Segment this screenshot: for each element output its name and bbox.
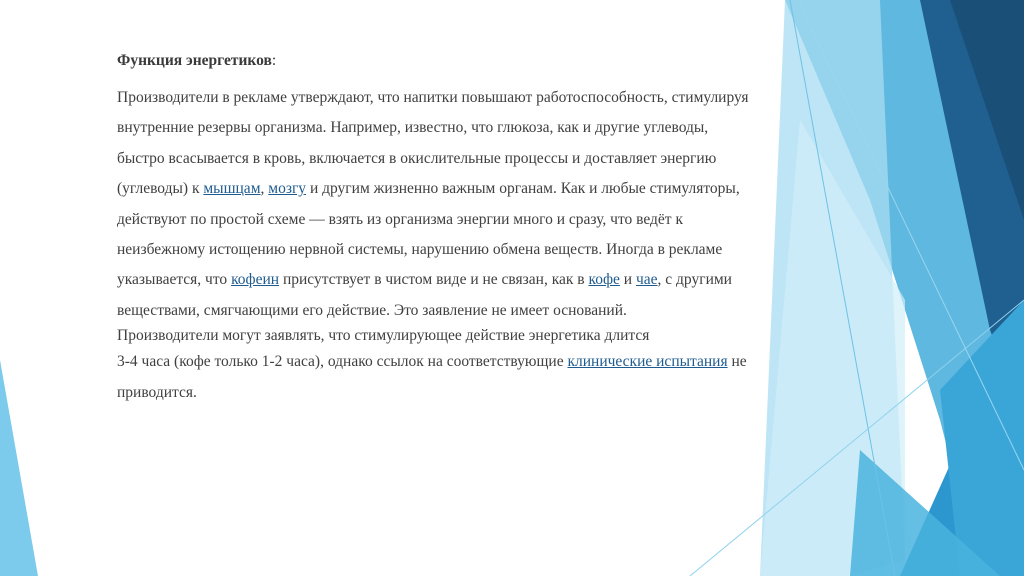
p1-text-2: , bbox=[260, 180, 269, 198]
p1-text-5: и bbox=[619, 271, 636, 289]
p2-text: Производители могут заявлять, что стимулирующее действие энергетика длится bbox=[117, 327, 650, 345]
left-accent-triangle bbox=[0, 360, 38, 576]
p1-text-3: и другим жизненно важным органам. Как и любые стимуляторы, действуют по простой схеме — взять из организма энергии много и сразу, что ведёт к неизбежному истощению нервной системы, нарушению обмена веществ. Иногда в рекламе указывается, что bbox=[117, 180, 740, 289]
slide-content bbox=[117, 48, 757, 408]
p1-text-1: Производители в рекламе утверждают, что напитки повышают работоспособность, стимулируя внутренние резервы организма. Например, известно, что глюкоза, как и другие углеводы, быстро всасывается в кровь, включается в окислительные процессы и доставляет энергию (углеводы) к bbox=[117, 89, 749, 198]
heading-text: Функция энергетиков bbox=[117, 52, 272, 69]
paragraph-duration-claim bbox=[117, 326, 757, 346]
paragraph-duration-details bbox=[117, 346, 757, 408]
paragraph-advertising-claims bbox=[117, 83, 757, 326]
heading-colon: : bbox=[271, 52, 277, 69]
link-caffeine[interactable]: кофеин bbox=[231, 271, 280, 289]
link-muscles[interactable]: мышцам bbox=[203, 180, 261, 198]
link-tea[interactable]: чае bbox=[635, 271, 658, 289]
link-clinical-trials[interactable]: клинические испытания bbox=[567, 353, 728, 371]
p1-text-6: , с другими веществами, смягчающими его действие. Это заявление не имеет оснований. bbox=[117, 271, 732, 319]
p3-text-1: 3-4 часа (кофе только 1-2 часа), однако ссылок на соответствующие bbox=[117, 353, 568, 371]
p1-text-4: присутствует в чистом виде и не связан, как в bbox=[279, 271, 589, 289]
p3-text-2: не приводится. bbox=[117, 353, 747, 402]
link-brain[interactable]: мозгу bbox=[268, 180, 307, 198]
link-coffee[interactable]: кофе bbox=[588, 271, 620, 289]
slide-heading bbox=[117, 48, 757, 74]
